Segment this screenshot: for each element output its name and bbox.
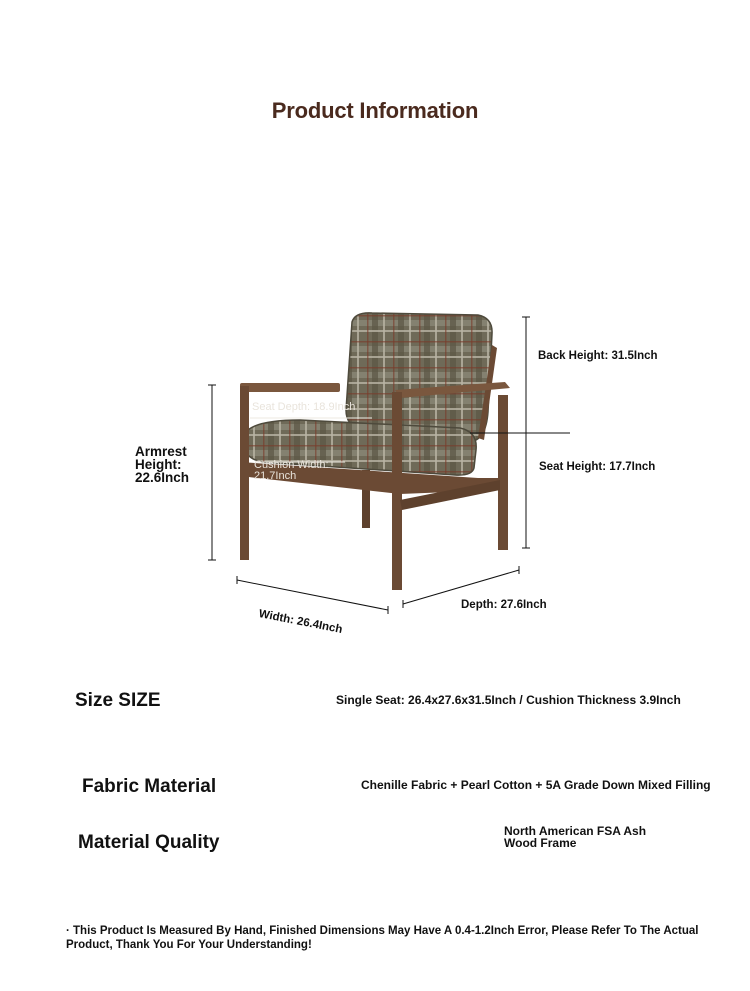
cushion-width-line1: Cushion Width: [254, 459, 329, 471]
armrest-line2: Height: [135, 457, 182, 472]
seat-height-label: Seat Height: 17.7Inch [539, 461, 656, 473]
quality-value [504, 825, 646, 849]
measurement-note: · This Product Is Measured By Hand, Finished Dimensions May Have A 0.4-1.2Inch Error, Please Refer To The Actual Product, Thank You For Your Understanding! [66, 925, 699, 951]
size-label: Size SIZE [75, 690, 161, 711]
back-height-label: Back Height: 31.5Inch [538, 350, 658, 362]
page-title: Product Information [271, 98, 479, 123]
fabric-label: Fabric Material [82, 776, 217, 797]
seat-depth-label: Seat Depth: 18.9Inch [252, 401, 356, 413]
armrest-line1: Armrest [135, 444, 187, 459]
cushion-width-line2: 21.7Inch [254, 470, 297, 482]
fabric-value: Chenille Fabric + Pearl Cotton + 5A Grade Down Mixed Filling [361, 778, 711, 792]
quality-value-line2: Wood Frame [504, 836, 577, 850]
size-value: Single Seat: 26.4x27.6x31.5Inch / Cushion Thickness 3.9Inch [336, 693, 681, 707]
cushion-width-label [254, 460, 329, 482]
armrest-line3: 22.6Inch [135, 470, 190, 485]
width-label: Width: 26.4Inch [257, 608, 344, 636]
quality-value-line1: North American FSA Ash [504, 824, 647, 838]
depth-label: Depth: 27.6Inch [461, 599, 547, 611]
armrest-height-label [135, 445, 189, 484]
quality-label: Material Quality [78, 832, 220, 853]
